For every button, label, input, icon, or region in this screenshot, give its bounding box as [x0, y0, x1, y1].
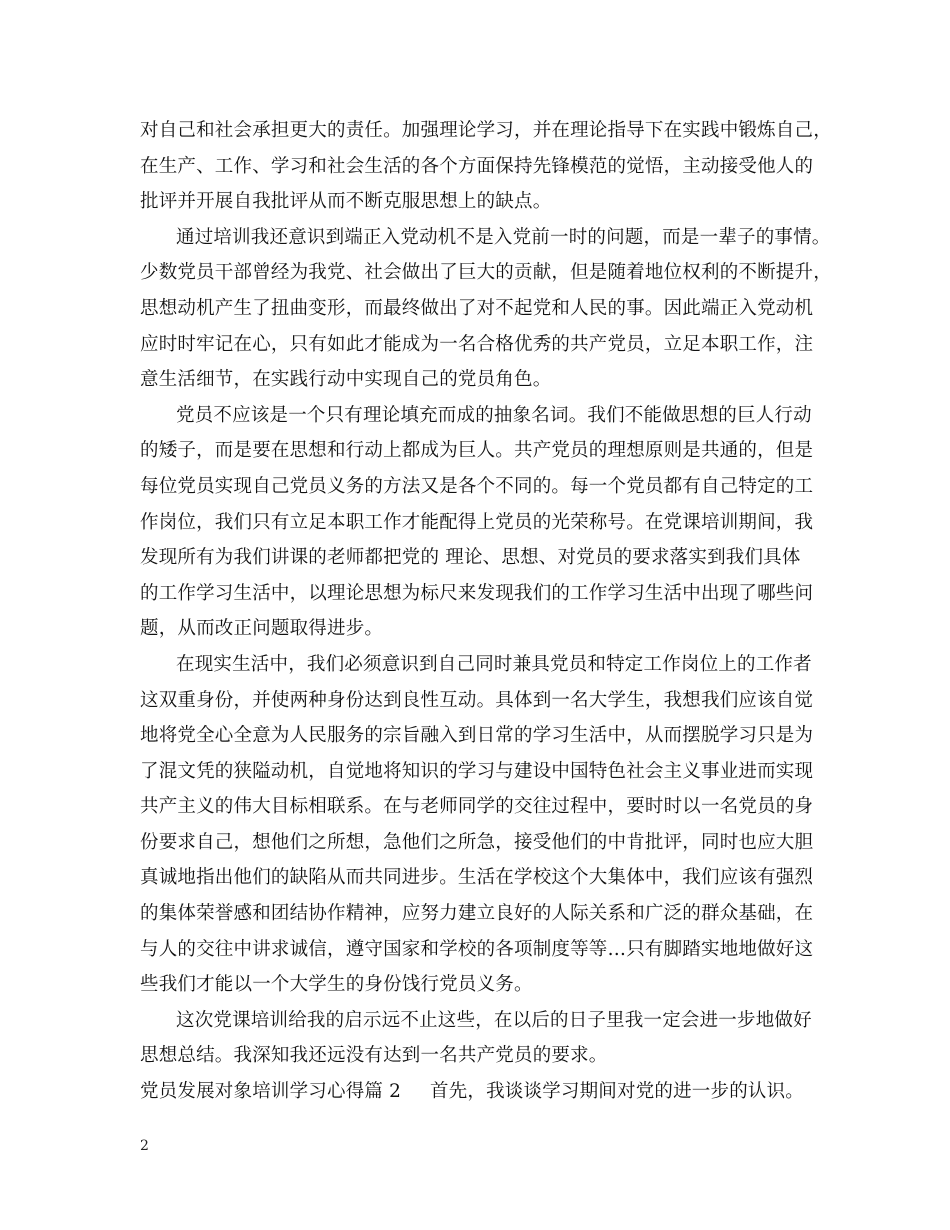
section-title: 党员发展对象培训学习心得篇 2 [140, 1081, 402, 1103]
text-line: 份要求自己，想他们之所想，急他们之所急，接受他们的中肯批评，同时也应大胆 [140, 831, 814, 853]
text-line: 应时时牢记在心，只有如此才能成为一名合格优秀的共产党员，立足本职工作，注 [140, 333, 814, 355]
text-line: 在生产、工作、学习和社会生活的各个方面保持先锋模范的觉悟，主动接受他人的 [140, 155, 814, 177]
text-line: 地将党全心全意为人民服务的宗旨融入到日常的学习生活中，从而摆脱学习只是为 [140, 725, 814, 747]
text-line: 少数党员干部曾经为我党、社会做出了巨大的贡献，但是随着地位权利的不断提升， [140, 262, 832, 284]
text-line: 每位党员实现自己党员义务的方法又是各个不同的。每一个党员都有自己特定的工 [140, 475, 814, 497]
text-line: 与人的交往中讲求诚信，遵守国家和学校的各项制度等等…只有脚踏实地地做好这 [140, 938, 814, 960]
text-line: 题，从而改正问题取得进步。 [140, 618, 384, 640]
section-continuation: 首先，我谈谈学习期间对党的进一步的认识。 [430, 1081, 805, 1103]
page-number: 2 [140, 1138, 149, 1154]
paragraph-first-line: 通过培训我还意识到端正入党动机不是入党前一时的问题，而是一辈子的事情。 [176, 226, 831, 248]
text-line: 的集体荣誉感和团结协作精神，应努力建立良好的人际关系和广泛的群众基础，在 [140, 903, 814, 925]
text-line: 的矮子，而是要在思想和行动上都成为巨人。共产党员的理想原则是共通的，但是 [140, 440, 814, 462]
text-line: 思想动机产生了扭曲变形，而最终做出了对不起党和人民的事。因此端正入党动机 [140, 297, 814, 319]
text-line: 思想总结。我深知我还远没有达到一名共产党员的要求。 [140, 1045, 608, 1067]
text-line: 意生活细节，在实践行动中实现自己的党员角色。 [140, 369, 552, 391]
text-line: 批评并开展自我批评从而不断克服思想上的缺点。 [140, 191, 552, 213]
text-line: 些我们才能以一个大学生的身份饯行党员义务。 [140, 974, 533, 996]
section-heading [140, 1074, 812, 1110]
text-line: 发现所有为我们讲课的老师都把党的 理论、思想、对党员的要求落实到我们具体 [140, 547, 801, 569]
text-line: 共产主义的伟大目标相联系。在与老师同学的交往过程中，要时时以一名党员的身 [140, 796, 814, 818]
text-line: 了混文凭的狭隘动机，自觉地将知识的学习与建设中国特色社会主义事业进而实现 [140, 760, 814, 782]
paragraph-first-line: 在现实生活中，我们必须意识到自己同时兼具党员和特定工作岗位上的工作者 [176, 653, 812, 675]
text-line: 真诚地指出他们的缺陷从而共同进步。生活在学校这个大集体中，我们应该有强烈 [140, 867, 814, 889]
paragraph-first-line: 党员不应该是一个只有理论填充而成的抽象名词。我们不能做思想的巨人行动 [176, 404, 812, 426]
paragraph-first-line: 这次党课培训给我的启示远不止这些，在以后的日子里我一定会进一步地做好 [176, 1009, 812, 1031]
text-line: 这双重身份，并使两种身份达到良性互动。具体到一名大学生，我想我们应该自觉 [140, 689, 814, 711]
text-line: 对自己和社会承担更大的责任。加强理论学习，并在理论指导下在实践中锻炼自己， [140, 120, 832, 141]
text-line: 的工作学习生活中，以理论思想为标尺来发现我们的工作学习生活中出现了哪些问 [140, 582, 814, 604]
document-body [140, 113, 832, 1110]
text-line: 作岗位，我们只有立足本职工作才能配得上党员的光荣称号。在党课培训期间，我 [140, 511, 814, 533]
